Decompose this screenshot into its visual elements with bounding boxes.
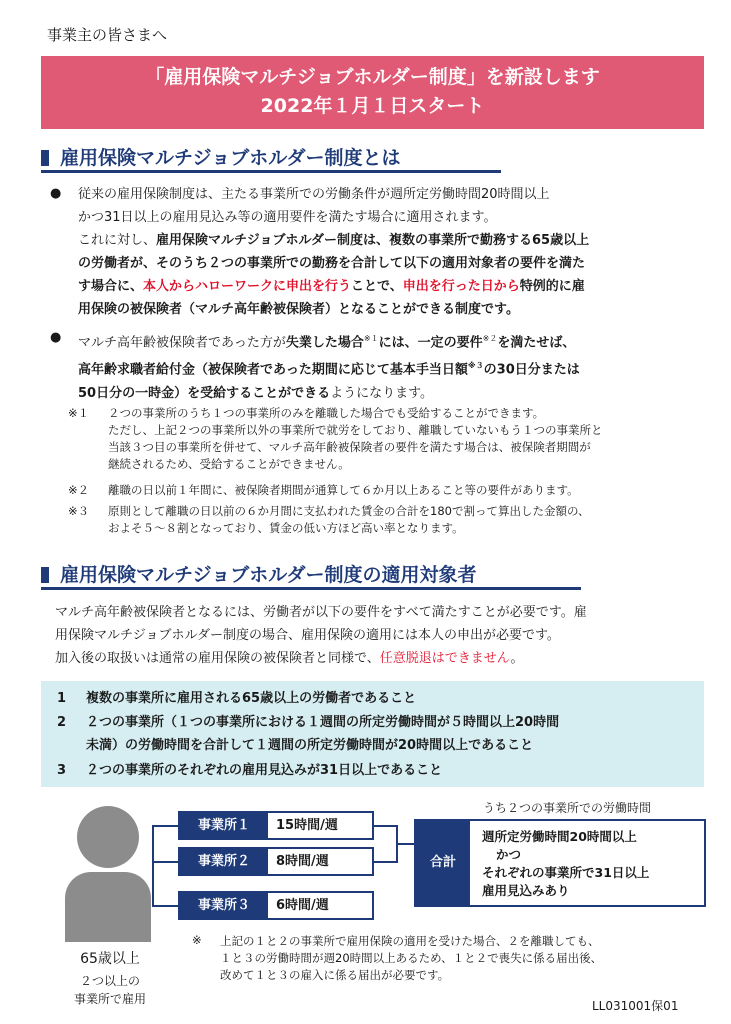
- establishment-2-hours: 8時間/週: [276, 854, 329, 869]
- requirement-1-text: 複数の事業所に雇用される65歳以上の労働者であること: [86, 691, 417, 706]
- bullet-1-text: 従来の雇用保険制度は、主たる事業所での労働条件が週所定労働時間20時間以上 かつ31日以上の雇用見込み等の適用要件を満たす場合に適用されます。 これに対し、雇用保険マルチジョブホルダー制度は、複数の事業所で勤務する65歳以上 の労働者が、そのうち２つの事業所での勤務を合計して以下の適用対象者の要件を満た す場合に、本人からハローワークに申出を行うことで、申出を行った日から特例的に雇 用保険の被保険者（マルチ高年齢被保険者）となることができる制度です。: [78, 187, 590, 317]
- bullet-icon: ●: [50, 330, 62, 345]
- total-conditions: 週所定労働時間20時間以上 かつ それぞれの事業所で31日以上 雇用見込みあり: [482, 829, 650, 898]
- person-head-icon: [77, 806, 139, 868]
- requirement-2-text: ２つの事業所（１つの事業所における１週間の所定労働時間が５時間以上20時間 未満）の労働時間を合計して１週間の所定労働時間が20時間以上であること: [86, 715, 560, 753]
- note-2-text: 離職の日以前１年間に、被保険者期間が通算して６か月以上あること等の要件があります。: [108, 483, 579, 497]
- requirement-2-number: 2: [57, 715, 67, 730]
- title-line-2: 2022年１月１日スタート: [260, 95, 485, 117]
- section-2-marker: [41, 567, 49, 583]
- connector-est-2: [152, 861, 178, 863]
- establishment-1-box: [178, 811, 374, 840]
- requirement-1-number: 1: [57, 691, 67, 706]
- audience-line: 事業主の皆さまへ: [47, 26, 168, 44]
- section-2-heading: 雇用保険マルチジョブホルダー制度の適用対象者: [60, 564, 477, 586]
- section-1-rule: [41, 170, 501, 173]
- section-1-heading: 雇用保険マルチジョブホルダー制度とは: [60, 147, 401, 169]
- diagram-footnote-text: 上記の１と２の事業所で雇用保険の適用を受けた場合、２を離職しても、 １と３の労働時間が週20時間以上あるため、１と２で喪失に係る届出後、 改めて１と３の雇入に係る届出が必要です。: [220, 934, 603, 982]
- total-caption: うち２つの事業所での労働時間: [482, 801, 651, 815]
- establishment-3-label: 事業所３: [180, 893, 268, 918]
- requirement-3-number: 3: [57, 763, 67, 778]
- document-code: LL031001保01: [592, 999, 679, 1013]
- total-box: [414, 819, 706, 907]
- connector-est-1-right: [374, 825, 398, 827]
- bullet-icon: ●: [50, 186, 62, 201]
- requirement-3-text: ２つの事業所のそれぞれの雇用見込みが31日以上であること: [86, 763, 443, 778]
- establishment-2-label: 事業所２: [180, 849, 268, 874]
- establishment-1-label: 事業所１: [180, 813, 268, 838]
- total-label: 合計: [416, 821, 470, 905]
- establishment-3-box: [178, 891, 374, 920]
- establishment-3-hours: 6時間/週: [276, 898, 329, 913]
- diagram-footnote-mark: ※: [192, 933, 202, 947]
- establishment-2-box: [178, 847, 374, 876]
- establishment-1-hours: 15時間/週: [276, 818, 338, 833]
- section-2-intro: マルチ高年齢被保険者となるには、労働者が以下の要件をすべて満たすことが必要です。雇 用保険マルチジョブホルダー制度の場合、雇用保険の適用には本人の申出が必要です。 加入後の取扱いは通常の雇用保険の被保険者と同様で、任意脱退はできません。: [55, 605, 587, 666]
- person-subcaption: ２つ以上の 事業所で雇用: [73, 974, 146, 1006]
- section-1-marker: [41, 150, 49, 166]
- note-3-mark: ※３: [68, 504, 90, 518]
- connector-est-2-right: [374, 861, 398, 863]
- title-banner: [41, 56, 704, 129]
- connector-to-total: [396, 843, 414, 845]
- note-1-mark: ※１: [68, 406, 90, 420]
- left-bracket-line: [152, 825, 154, 907]
- note-1-text: ２つの事業所のうち１つの事業所のみを離職した場合でも受給することができます。 ただし、上記２つの事業所以外の事業所で就労をしており、離職していないもう１つの事業所と 当該３つ目の事業所を併せて、マルチ高年齢被保険者の要件を満たす場合は、被保険者期間が 継続されるため、受給することができません。: [108, 406, 603, 471]
- note-3-text: 原則として離職の日以前の６か月間に支払われた賃金の合計を180で割って算出した金額の、 およそ５～８割となっており、賃金の低い方ほど高い率となります。: [108, 504, 590, 535]
- bullet-2-text: マルチ高年齢被保険者であった方が失業した場合$^{※1}$には、一定の要件$^{※2}$を満たせば、 高年齢求職者給付金（被保険者であった期間に応じて基本手当日額$^{※3}$の30日分または 50日分の一時金）を受給することができるようになります。: [78, 334, 580, 401]
- section-2-rule: [41, 587, 581, 590]
- connector-est-3: [152, 905, 178, 907]
- person-body-icon: [65, 872, 151, 942]
- connector-est-1: [152, 825, 178, 827]
- title-line-1: 「雇用保険マルチジョブホルダー制度」を新設します: [145, 66, 600, 88]
- person-caption: 65歳以上: [80, 951, 140, 967]
- note-2-mark: ※２: [68, 483, 90, 497]
